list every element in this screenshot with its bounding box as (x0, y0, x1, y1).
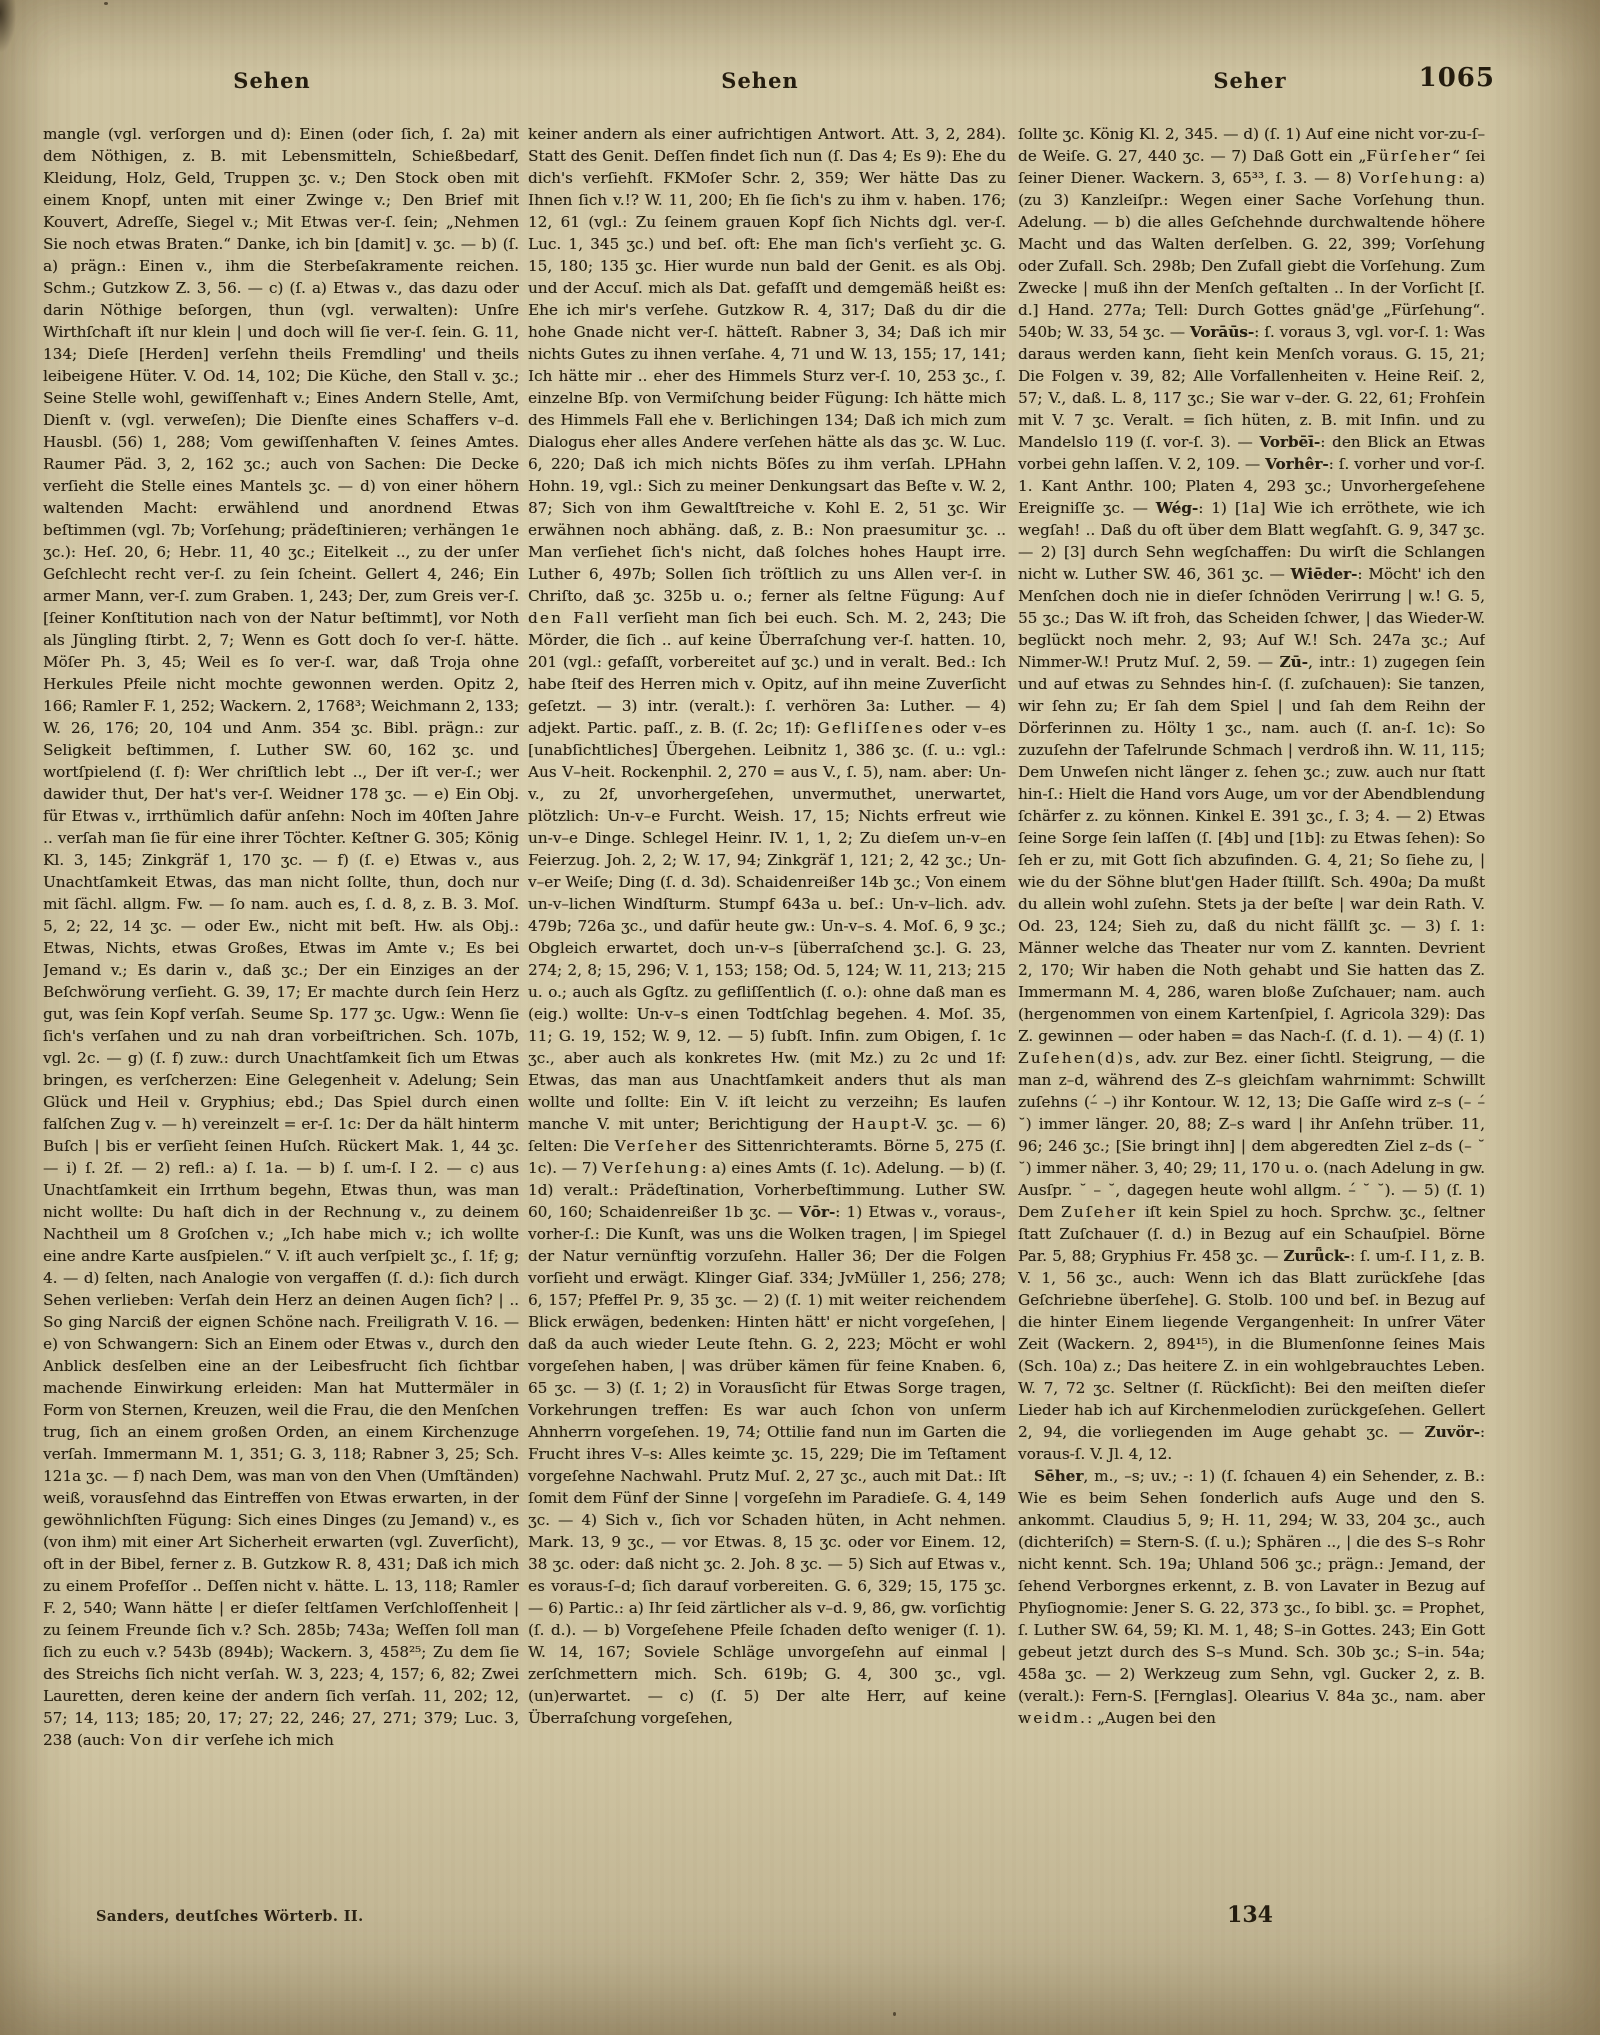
dust-speck (104, 2, 108, 5)
scan-corner-stain (0, 0, 16, 52)
page-number: 1065 (1418, 63, 1495, 93)
running-head-left: Sehen (233, 68, 311, 93)
running-head-right: Seher (1213, 68, 1287, 93)
column-1-text: mangle (vgl. verſorgen und d): Einen (oder ſich, ſ. 2a) mit dem Nöthigen, z. B. mit Lebensmitteln, Schießbedarf, Kleidung, Holz, Geld, Truppen ʒc. v.; Den Stock oben mit einem Knopf, unten mit einer Zwinge v.; Den Brief mit Kouvert, Adreſſe, Siegel v.; Mit Etwas ver-ſ. ſein; „Nehmen Sie noch etwas Braten.“ Danke, ich bin [damit] v. ʒc. — b) (ſ. a) prägn.: Einen v., ihm die Sterbeſakramente reichen. Schm.; Gutzkow Z. 3, 56. — c) (ſ. a) Etwas v., das dazu oder darin Nöthige beſorgen, thun (vgl. verwalten): Unſre Wirthſchaft iſt nur klein | und doch will ſie ver-ſ. ſein. G. 11, 134; Dieſe [Herden] verſehn theils Fremdling' und theils leibeigene Hüter. V. Od. 14, 102; Die Küche, den Stall v. ʒc.; Seine Stelle wohl, gewiſſenhaft v.; Eines Andern Stelle, Amt, Dienſt v. (vgl. verweſen); Die Dienſte eines Schaffers v–d. Hausbl. (56) 1, 288; Vom gewiſſenhaften V. ſeines Amtes. Raumer Päd. 3, 2, 162 ʒc.; auch von Sachen: Die Decke verſieht die Stelle eines Mantels ʒc. — d) von einer höhern waltenden Macht: erwählend und anordnend Etwas beſtimmen (vgl. 7b; Vorſehung; prädeſtinieren; verhängen 1e ʒc.): Heſ. 20, 6; Hebr. 11, 40 ʒc.; Eitelkeit .., zu der unſer Geſchlecht recht ver-ſ. zu ſein ſcheint. Gellert 4, 246; Ein armer Mann, ver-ſ. zum Graben. 1, 243; Der, zum Greis ver-ſ. [ſeiner Konſtitution nach von der Natur beſtimmt], vor Noth als Jüngling ſtirbt. 2, 7; Wenn es Gott doch ſo ver-ſ. hätte. Möſer Ph. 3, 45; Weil es ſo ver-ſ. war, daß Troja ohne Herkules Pfeile nicht mochte gewonnen werden. Opitz 2, 166; Ramler F. 1, 252; Wackern. 2, 1768³; Weichmann 2, 133; W. 26, 176; 20, 104 und Anm. 354 ʒc. Bibl. prägn.: zur Seligkeit beſtimmen, ſ. Luther SW. 60, 162 ʒc. und wortſpielend (ſ. f): Wer chriſtlich lebt .., Der iſt ver-ſ.; wer dawider thut, Der hat's ver-ſ. Weidner 178 ʒc. — e) Ein Obj. für Etwas v., irrthümlich dafür anſehn: Noch im 40ſten Jahre .. verſah man ſie für eine ihrer Töchter. Keſtner G. 305; König Kl. 3, 145; Zinkgräf 1, 170 ʒc. — f) (ſ. e) Etwas v., aus Unachtſamkeit Etwas, das man nicht ſollte, thun, doch nur mit ſächl. allgm. Fw. — ſo nam. auch es, ſ. d. 8, z. B. 3. Moſ. 5, 2; 22, 14 ʒc. — oder Ew., nicht mit beſt. Hw. als Obj.: Etwas, Nichts, etwas Großes, Etwas im Amte v.; Es bei Jemand v.; Es darin v., daß ʒc.; Der ein Einziges an der Beſchwörung verſieht. G. 39, 17; Er machte durch ſein Herz gut, was ſein Kopf verſah. Seume Sp. 177 ʒc. Ugw.: Wenn ſie ſich's verſahen und zu nah dran vorbeiſtrichen. Sch. 107b, vgl. 2c. — g) (ſ. f) zuw.: durch Unachtſamkeit ſich um Etwas bringen, es verſcherzen: Eine Gelegenheit v. Adelung; Sein Glück und Heil v. Gryphius; ebd.; Das Spiel durch einen falſchen Zug v. — h) vereinzelt = er-ſ. 1c: Der da hält hinterm Buſch | bis er verſieht ſeinen Huſch. Rückert Mak. 1, 44 ʒc. — i) ſ. 2f. — 2) refl.: a) ſ. 1a. — b) ſ. um-ſ. I 2. — c) aus Unachtſamkeit ein Irrthum begehn, Etwas thun, was man nicht wollte: Du haſt dich in der Rechnung v., zu deinem Nachtheil um 8 Groſchen v.; „Ich habe mich v.; ich wollte eine andre Karte ausſpielen.“ V. iſt auch verſpielt ʒc., ſ. 1f; g; 4. — d) ſelten, nach Analogie von vergaffen (ſ. d.): ſich durch Sehen verlieben: Verſah dein Herz an deinen Augen ſich? | .. So ging Narciß der eignen Schöne nach. Freiligrath V. 16. — e) von Schwangern: Sich an Einem oder Etwas v., durch den Anblick desſelben eine an der Leibesfrucht ſich ſichtbar machende Einwirkung erleiden: Man hat Muttermäler in Form von Sternen, Kreuzen, weil die Frau, die den Menſchen trug, ſich an einem großen Orden, an einem Kirchenzuge verſah. Immermann M. 1, 351; G. 3, 118; Rabner 3, 25; Sch. 121a ʒc. — f) nach Dem, was man von den Vhen (Umſtänden) weiß, vorausſehnd das Eintreffen von Etwas erwarten, in der gewöhnlichſten Fügung: Sich eines Dinges (zu Jemand) v., es (von ihm) mit einer Art Sicherheit erwarten (vgl. Zuverſicht), oft in der Bibel, ferner z. B. Gutzkow R. 8, 431; Daß ich mich zu einem Profeſſor .. Deſſen nicht v. hätte. L. 13, 118; Ramler F. 2, 540; Wann hätte | er dieſer ſeltſamen Verſchloſſenheit | zu ſeinem Freunde ſich v.? Sch. 285b; 743a; Weſſen ſoll man ſich zu euch v.? 543b (894b); Wackern. 3, 458²⁵; Zu dem ſie des Streichs ſich nicht verſah. W. 3, 223; 4, 157; 6, 82; Zwei Lauretten, deren keine der andern ſich verſah. 11, 202; 12, 57; 14, 113; 185; 20, 17; 27; 22, 246; 27, 271; 379; Luc. 3, 238 (auch: Von dir verſehe ich mich (43, 125, 519, 1749)
dust-speck (893, 2012, 896, 2016)
sheet-number: 134 (1227, 1902, 1273, 1928)
column-3-text: ſollte ʒc. König Kl. 2, 345. — d) (ſ. 1) Auf eine nicht vor-zu-ſ–de Weiſe. G. 27, 440 ʒc. — 7) Daß Gott ein „Fürſeher“ ſei ſeiner Diener. Wackern. 3, 65³³, ſ. 3. — 8) Vorſehung: a) (zu 3) Kanzleiſpr.: Wegen einer Sache Vorſehung thun. Adelung. — b) die alles Geſchehnde durchwaltende höhere Macht und das Walten derſelben. G. 22, 399; Vorſehung oder Zufall. Sch. 298b; Den Zufall giebt die Vorſehung. Zum Zwecke | muß ihn der Menſch geſtalten .. In der Vorſicht [ſ. d.] Hand. 277a; Tell: Durch Gottes gnäd'ge „Fürſehung“. 540b; W. 33, 54 ʒc. — Vorāūs-: ſ. voraus 3, vgl. vor-ſ. 1: Was daraus werden kann, ſieht kein Menſch voraus. G. 15, 21; Die Folgen v. 39, 82; Alle Vorfallenheiten v. Heine Reiſ. 2, 57; V., daß. L. 8, 117 ʒc.; Sie war v–der. G. 22, 61; Frohſein mit V. 7 ʒc. Veralt. = ſich hüten, z. B. mit Infin. und zu Mandelslo 119 (ſ. vor-ſ. 3). — Vorbēī-: den Blick an Etwas vorbei gehn laſſen. V. 2, 109. — Vorhêr-: ſ. vorher und vor-ſ. 1. Kant Anthr. 100; Platen 4, 293 ʒc.; Unvorhergeſehene Ereigniſſe ʒc. — Wég-: 1) [1a] Wie ich erröthete, wie ich wegſah! .. Daß du oft über dem Blatt wegſahſt. G. 9, 347 ʒc. — 2) [3] durch Sehn wegſchaffen: Du wirſt die Schlangen nicht w. Luther SW. 46, 361 ʒc. — Wiēder-: Möcht' ich den Menſchen doch nie in dieſer ſchnöden Verirrung | w.! G. 5, 55 ʒc.; Das W. iſt froh, das Scheiden ſchwer, | das Wieder-W. beglückt noch mehr. 2, 93; Auf W.! Sch. 247a ʒc.; Auf Nimmer-W.! Prutz Muſ. 2, 59. — Zū-, intr.: 1) zugegen ſein und auf etwas zu Sehndes hin-ſ. (ſ. zuſchauen): Sie tanzen, wir ſehn zu; Er ſah dem Spiel | und ſah dem Reihn der Dörferinnen zu. Hölty 1 ʒc., nam. auch (ſ. an-ſ. 1c): So zuzuſehn der Tafelrunde Schmach | verdroß ihn. W. 11, 115; Dem Unweſen nicht länger z. ſehen ʒc.; zuw. auch nur ſtatt hin-ſ.: Hielt die Hand vors Auge, um vor der Abendblendung ſchärfer z. zu können. Kinkel E. 391 ʒc., ſ. 3; 4. — 2) Etwas ſeine Sorge ſein laſſen (ſ. [4b] und [1b]: zu Etwas ſehen): So ſeh er zu, mit Gott ſich abzufinden. G. 4, 21; So ſiehe zu, | wie du der Söhne blut'gen Hader ſtillſt. Sch. 490a; Da mußt du allein wohl zuſehn. Stets ja der beſte | war dein Rath. V. Od. 23, 124; Sieh zu, daß du nicht fällſt ʒc. — 3) ſ. 1: Männer welche das Theater nur vom Z. kannten. Devrient 2, 170; Wir haben die Noth gehabt und Sie hatten das Z. Immermann M. 4, 286, waren bloße Zuſchauer; nam. auch (hergenommen von einem Kartenſpiel, ſ. Agricola 329): Das Z. gewinnen — oder haben = das Nach-ſ. (ſ. d. 1). — 4) (ſ. 1) Zuſehen(d)s, adv. zur Bez. einer ſichtl. Steigrung, — die man z–d, während des Z–s gleichſam wahrnimmt: Schwillt zuſehns (–́ –) ihr Kontour. W. 12, 13; Die Gaſſe wird z–s (– –́ ˘) immer länger. 20, 88; Z–s ward | ihr Anſehn trüber. 11, 96; 246 ʒc.; [Sie bringt ihn] | dem abgeredten Ziel z–ds (– ˘ ˘) immer näher. 3, 40; 29; 11, 170 u. o. (nach Adelung in gw. Ausſpr. ˘ – ˘, dagegen heute wohl allgm. –́ ˘ ˘). — 5) (ſ. 1) Dem Zuſeher iſt kein Spiel zu hoch. Sprchw. ʒc., ſeltner ſtatt Zuſchauer (ſ. d.) in Bezug auf ein Schauſpiel. Börne Par. 5, 88; Gryphius Fr. 458 ʒc. — Zurǖck-: ſ. um-ſ. I 1, z. B. V. 1, 56 ʒc., auch: Wenn ich das Blatt zurückſehe [das Geſchriebne überſehe]. G. Stolb. 100 und beſ. in Bezug auf die hinter Einem liegende Vergangenheit: In unſrer Väter Zeit (Wackern. 2, 894¹⁵), in die Blumenſonne ſeines Mais (Sch. 10a) z.; Das heitere Z. in ein wohlgebrauchtes Leben. W. 7, 72 ʒc. Seltner (ſ. Rückſicht): Bei den meiſten dieſer Lieder hab ich auf Kirchenmelodien zurückgeſehen. Gellert 2, 94, die vorliegenden im Auge gehabt ʒc. — Zuvör-: voraus-ſ. V. Jl. 4, 12. Sēher, m., –s; uv.; -: 1) (ſ. ſchauen 4) ein Sehender, z. B.: Wie es beim Sehen ſonderlich aufs Auge und den S. ankommt. Claudius 5, 9; H. 11, 294; W. 33, 204 ʒc., auch (dichteriſch) = Stern-S. (ſ. u.); Sphären .., | die des S–s Rohr nicht kennt. Sch. 19a; Uhland 506 ʒc.; prägn.: Jemand, der ſehend Verborgnes erkennt, z. B. von Lavater in Bezug auf Phyſiognomie: Jener S. G. 22, 373 ʒc., ſo bibl. ʒc. = Prophet, ſ. Luther SW. 64, 59; Kl. M. 1, 48; S–in Gottes. 243; Ein Gott gebeut jetzt durch des S–s Mund. Sch. 30b ʒc.; S–in. 54a; 458a ʒc. — 2) Werkzeug zum Sehn, vgl. Gucker 2, z. B. (veralt.): Fern-S. [Fernglas]. Olearius V. 84a ʒc., nam. aber weidm.: „Augen bei den (1018, 125, 1485, 1727)
column-2-text: keiner andern als einer aufrichtigen Antwort. Att. 3, 2, 284). Statt des Genit. Deſſen findet ſich nun (ſ. Das 4; Es 9): Ehe du dich's verſiehſt. FKMoſer Schr. 2, 359; Wer hätte Das zu Ihnen ſich v.!? W. 11, 200; Eh ſie ſich's zu ihm v. haben. 176; 12, 61 (vgl.: Zu ſeinem grauen Kopf ſich Nichts dgl. ver-ſ. Luc. 1, 345 ʒc.) und beſ. oft: Ehe man ſich's verſieht ʒc. G. 15, 180; 135 ʒc. Hier wurde nun bald der Genit. es als Obj. und der Accuſ. mich als Dat. gefaſſt und demgemäß heißt es: Ehe ich mir's verſehe. Gutzkow R. 4, 317; Daß du dir die hohe Gnade nicht ver-ſ. hätteſt. Rabner 3, 34; Daß ich mir nichts Gutes zu ihnen verſahe. 4, 71 und W. 13, 155; 17, 141; Ich hätte mir .. eher des Himmels Sturz ver-ſ. 10, 253 ʒc., ſ. einzelne Bſp. von Vermiſchung beider Fügung: Ich hätte mich des Himmels Fall ehe v. Berlichingen 134; Daß ich mich zum Dialogus eher alles Andere verſehen hätte als das ʒc. W. Luc. 6, 220; Daß ich mich nichts Böſes zu ihm verſah. LPHahn Hohn. 19, vgl.: Sich zu meiner Denkungsart das Beſte v. W. 2, 87; Sich von ihm Gewaltſtreiche v. Kohl E. 2, 51 ʒc. Wir erwähnen noch abhäng. daß, z. B.: Non praesumitur ʒc. .. Man verſiehet ſich's nicht, daß ſolches hohes Haupt irre. Luther 6, 497b; Sollen ſich tröſtlich zu uns Allen ver-ſ. in Chriſto, daß ʒc. 325b u. o.; ferner als ſeltne Fügung: Auf den Fall verſieht man ſich bei euch. Sch. M. 2, 243; Die Mörder, die ſich .. auf keine Überraſchung ver-ſ. hatten. 10, 201 (vgl.: gefaſſt, vorbereitet auf ʒc.) und in veralt. Bed.: Ich habe ſteif des Herren mich v. Opitz, auf ihn meine Zuverſicht geſetzt. — 3) intr. (veralt.): ſ. verhören 3a: Luther. — 4) adjekt. Partic. paſſ., z. B. (ſ. 2c; 1f): Gefliſſenes oder v–es [unabſichtliches] Übergehen. Leibnitz 1, 386 ʒc. (ſ. u.: vgl.: Aus V–heit. Rockenphil. 2, 270 = aus V., ſ. 5), nam. aber: Un-v., zu 2f, unvorhergeſehen, unvermuthet, unerwartet, plötzlich: Un-v–e Furcht. Weish. 17, 15; Nichts erfreut wie un-v–e Dinge. Schlegel Heinr. IV. 1, 1, 2; Zu dieſem un-v–en Feierzug. Joh. 2, 2; W. 17, 94; Zinkgräf 1, 121; 2, 42 ʒc.; Un-v–er Weiſe; Ding (ſ. d. 3d). Schaidenreißer 14b ʒc.; Von einem un-v–lichen Windſturm. Stumpf 643a u. beſ.: Un-v–lich. adv. 479b; 726a ʒc., und dafür heute gw.: Un-v–s. 4. Moſ. 6, 9 ʒc.; Obgleich erwartet, doch un-v–s [überraſchend ʒc.]. G. 23, 274; 2, 8; 15, 296; V. 1, 153; 158; Od. 5, 124; W. 11, 213; 215 u. o.; auch als Ggſtz. zu gefliſſentlich (ſ. o.): ohne daß man es (eig.) wollte: Un-v–s einen Todtſchlag begehen. 4. Moſ. 35, 11; G. 19, 152; W. 9, 12. — 5) ſubſt. Infin. zum Obigen, ſ. 1c ʒc., aber auch als konkretes Hw. (mit Mz.) zu 2c und 1f: Etwas, das man aus Unachtſamkeit anders thut als man wollte und ſollte: Ein V. iſt leicht zu verzeihn; Es laufen manche V. mit unter; Berichtigung der Haupt-V. ʒc. — 6) ſelten: Die Verſeher des Sittenrichteramts. Börne 5, 275 (ſ. 1c). — 7) Verſehung: a) eines Amts (ſ. 1c). Adelung. — b) (ſ. 1d) veralt.: Prädeſtination, Vorherbeſtimmung. Luther SW. 60, 160; Schaidenreißer 1b ʒc. — Vōr-: 1) Etwas v., voraus-, vorher-ſ.: Die Kunſt, was uns die Wolken tragen, | im Spiegel der Natur vernünftig vorzuſehn. Haller 36; Der die Folgen vorſieht und erwägt. Klinger Giaf. 334; JvMüller 1, 256; 278; 6, 157; Pfeffel Pr. 9, 35 ʒc. — 2) (ſ. 1) mit weiter reichendem Blick erwägen, bedenken: Hinten hätt' er nicht vorgeſehen, | daß da auch wieder Leute ſtehn. G. 2, 223; Möcht er wohl vorgeſehen haben, | was drüber kämen für feine Knaben. 6, 65 ʒc. — 3) (ſ. 1; 2) in Vorausſicht für Etwas Sorge tragen, Vorkehrungen treffen: Es war auch ſchon von unſerm Ahnherrn vorgeſehen. 19, 74; Ottilie fand nun im Garten die Frucht ihres V–s: Alles keimte ʒc. 15, 229; Die im Teſtament vorgeſehne Nachwahl. Prutz Muſ. 2, 27 ʒc., auch mit Dat.: Iſt ſomit dem Fünf der Sinne | vorgeſehn im Paradieſe. G. 4, 149 ʒc. — 4) Sich v., ſich vor Schaden hüten, in Acht nehmen. Mark. 13, 9 ʒc., — vor Etwas. 8, 15 ʒc. oder vor Einem. 12, 38 ʒc. oder: daß nicht ʒc. 2. Joh. 8 ʒc. — 5) Sich auf Etwas v., es voraus-ſ–d; ſich darauf vorbereiten. G. 6, 329; 15, 175 ʒc. — 6) Partic.: a) Ihr ſeid zärtlicher als v–d. 9, 86, gw. vorſichtig (ſ. d.). — b) Vorgeſehene Pfeile ſchaden deſto weniger (ſ. 1). W. 14, 167; Soviele Schläge unvorgeſehn auf einmal | zerſchmettern mich. Sch. 619b; G. 4, 300 ʒc., vgl. (un)erwartet. — c) (ſ. 5) Der alte Herr, auf keine Überraſchung vorgeſehen, (528, 125, 1006, 1727)
footer-volume-signature: Sanders, deutſches Wörterb. II. (96, 1908, 364, 1925)
running-head-center: Sehen (721, 68, 799, 93)
